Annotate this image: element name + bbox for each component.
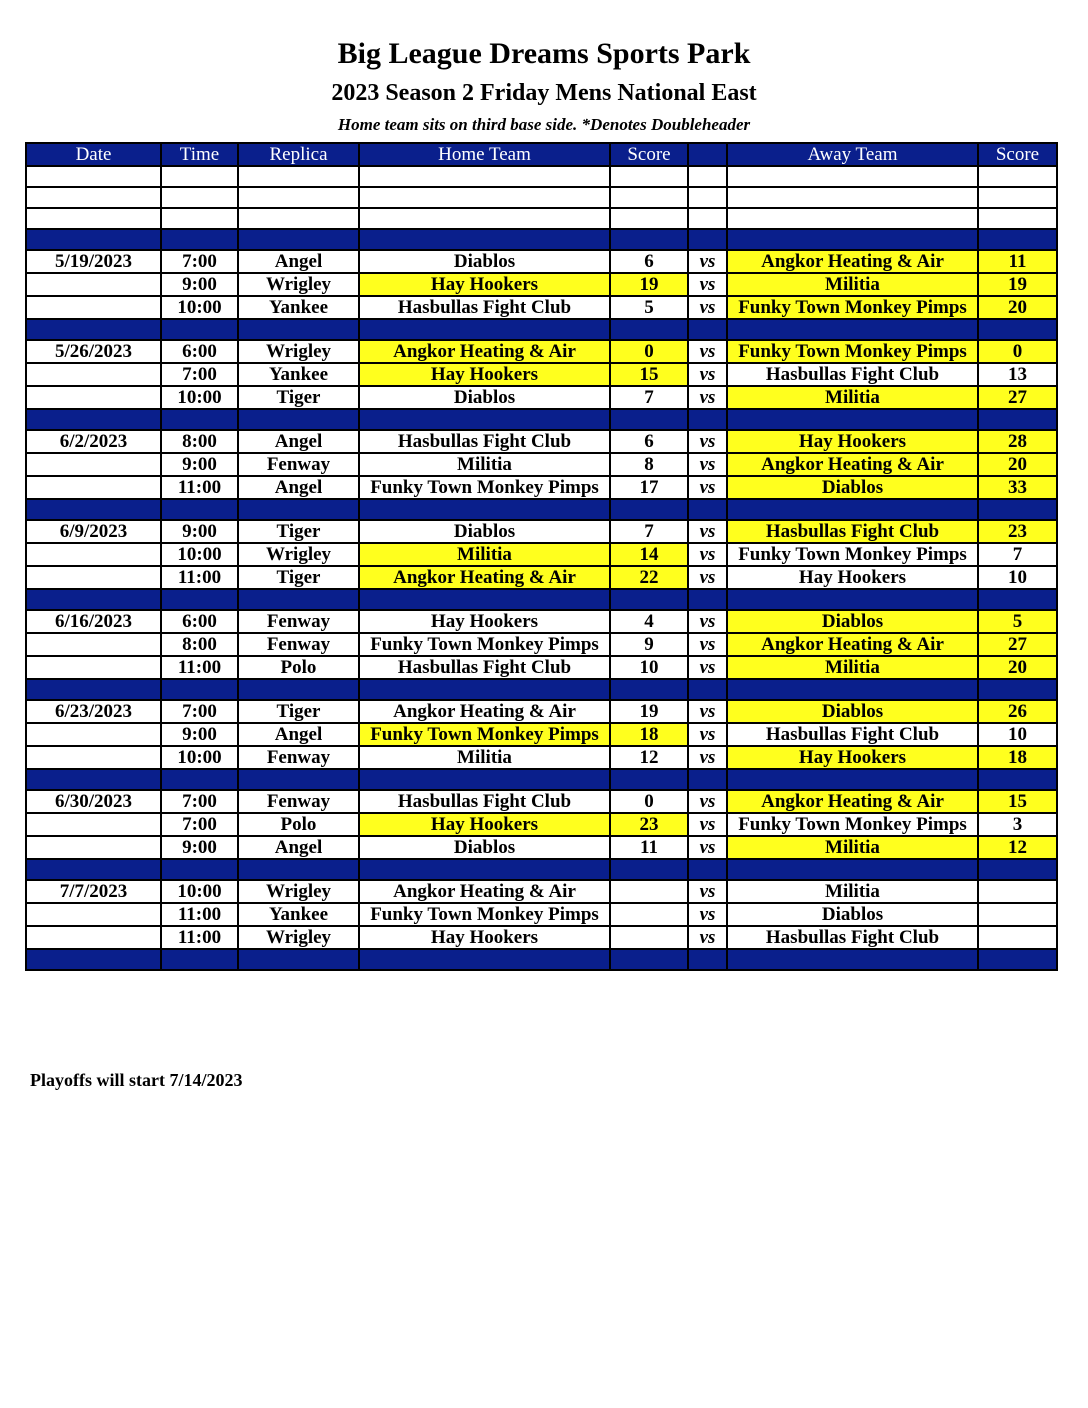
game-row [26, 386, 1057, 409]
game-date [26, 926, 161, 949]
game-field: Wrigley [238, 340, 359, 363]
away-score: 10 [978, 723, 1057, 746]
home-team: Angkor Heating & Air [359, 880, 610, 903]
home-score: 18 [610, 723, 688, 746]
home-score [610, 926, 688, 949]
vs-label: vs [688, 566, 727, 589]
home-team: Diablos [359, 520, 610, 543]
game-date [26, 633, 161, 656]
game-field: Angel [238, 250, 359, 273]
vs-label: vs [688, 903, 727, 926]
game-row [26, 566, 1057, 589]
game-date: 6/30/2023 [26, 790, 161, 813]
vs-label: vs [688, 296, 727, 319]
game-time: 7:00 [161, 700, 238, 723]
away-team: Funky Town Monkey Pimps [727, 543, 978, 566]
home-score: 7 [610, 386, 688, 409]
header-row [26, 143, 1057, 166]
home-team: Hay Hookers [359, 273, 610, 296]
home-team: Diablos [359, 386, 610, 409]
home-score: 0 [610, 790, 688, 813]
game-row [26, 610, 1057, 633]
game-row [26, 430, 1057, 453]
game-date [26, 386, 161, 409]
game-field: Wrigley [238, 273, 359, 296]
game-field: Wrigley [238, 543, 359, 566]
away-score: 12 [978, 836, 1057, 859]
game-date [26, 273, 161, 296]
home-team: Angkor Heating & Air [359, 700, 610, 723]
game-date [26, 813, 161, 836]
game-time: 8:00 [161, 633, 238, 656]
vs-label: vs [688, 790, 727, 813]
home-score: 15 [610, 363, 688, 386]
home-team: Angkor Heating & Air [359, 340, 610, 363]
vs-label: vs [688, 926, 727, 949]
game-time: 11:00 [161, 476, 238, 499]
home-score: 23 [610, 813, 688, 836]
game-field: Wrigley [238, 926, 359, 949]
game-row [26, 273, 1057, 296]
game-time: 11:00 [161, 903, 238, 926]
home-score: 14 [610, 543, 688, 566]
home-team: Funky Town Monkey Pimps [359, 476, 610, 499]
separator-row [26, 589, 1057, 610]
game-field: Yankee [238, 903, 359, 926]
vs-label: vs [688, 656, 727, 679]
schedule-table [25, 142, 1058, 971]
game-row [26, 656, 1057, 679]
vs-label: vs [688, 543, 727, 566]
col-header-time: Time [161, 143, 238, 166]
col-header-vs [688, 143, 727, 166]
home-team: Hay Hookers [359, 813, 610, 836]
game-time: 10:00 [161, 746, 238, 769]
game-date [26, 566, 161, 589]
home-team: Hasbullas Fight Club [359, 430, 610, 453]
home-score: 6 [610, 250, 688, 273]
game-time: 10:00 [161, 296, 238, 319]
away-score: 26 [978, 700, 1057, 723]
game-time: 8:00 [161, 430, 238, 453]
away-team: Militia [727, 386, 978, 409]
away-score [978, 903, 1057, 926]
page-subtitle: 2023 Season 2 Friday Mens National East [331, 80, 757, 106]
game-date [26, 746, 161, 769]
away-score: 20 [978, 656, 1057, 679]
away-team: Hasbullas Fight Club [727, 723, 978, 746]
game-row [26, 813, 1057, 836]
away-team: Hasbullas Fight Club [727, 520, 978, 543]
game-field: Tiger [238, 386, 359, 409]
home-score: 17 [610, 476, 688, 499]
schedule-body [26, 166, 1057, 970]
game-row [26, 296, 1057, 319]
away-team: Hasbullas Fight Club [727, 363, 978, 386]
game-field: Fenway [238, 633, 359, 656]
game-date [26, 476, 161, 499]
home-team: Hay Hookers [359, 610, 610, 633]
away-team: Angkor Heating & Air [727, 453, 978, 476]
game-row [26, 700, 1057, 723]
away-score: 20 [978, 453, 1057, 476]
away-team: Funky Town Monkey Pimps [727, 340, 978, 363]
away-score: 5 [978, 610, 1057, 633]
home-score: 8 [610, 453, 688, 476]
game-date [26, 836, 161, 859]
game-row [26, 926, 1057, 949]
game-row [26, 903, 1057, 926]
away-team: Hasbullas Fight Club [727, 926, 978, 949]
col-header-date: Date [26, 143, 161, 166]
game-row [26, 520, 1057, 543]
game-date: 5/26/2023 [26, 340, 161, 363]
home-score [610, 903, 688, 926]
home-score: 19 [610, 273, 688, 296]
vs-label: vs [688, 700, 727, 723]
game-row [26, 340, 1057, 363]
game-time: 7:00 [161, 813, 238, 836]
blank-row [26, 166, 1057, 187]
away-team: Militia [727, 880, 978, 903]
vs-label: vs [688, 273, 727, 296]
blank-row [26, 187, 1057, 208]
away-team: Angkor Heating & Air [727, 633, 978, 656]
away-score: 27 [978, 386, 1057, 409]
away-score: 3 [978, 813, 1057, 836]
game-field: Angel [238, 430, 359, 453]
home-team: Hasbullas Fight Club [359, 656, 610, 679]
game-date: 6/16/2023 [26, 610, 161, 633]
vs-label: vs [688, 813, 727, 836]
game-time: 10:00 [161, 880, 238, 903]
away-score: 28 [978, 430, 1057, 453]
game-row [26, 363, 1057, 386]
home-score: 10 [610, 656, 688, 679]
game-row [26, 453, 1057, 476]
game-row [26, 723, 1057, 746]
game-date [26, 543, 161, 566]
away-team: Angkor Heating & Air [727, 250, 978, 273]
game-field: Angel [238, 836, 359, 859]
away-score: 33 [978, 476, 1057, 499]
blank-row [26, 208, 1057, 229]
game-row [26, 746, 1057, 769]
playoffs-note: Playoffs will start 7/14/2023 [30, 1070, 243, 1090]
vs-label: vs [688, 836, 727, 859]
game-time: 9:00 [161, 273, 238, 296]
home-score: 19 [610, 700, 688, 723]
vs-label: vs [688, 386, 727, 409]
game-field: Fenway [238, 746, 359, 769]
home-score: 4 [610, 610, 688, 633]
separator-row [26, 949, 1057, 970]
vs-label: vs [688, 340, 727, 363]
away-score: 20 [978, 296, 1057, 319]
vs-label: vs [688, 520, 727, 543]
game-row [26, 250, 1057, 273]
vs-label: vs [688, 746, 727, 769]
col-header-home-score: Score [610, 143, 688, 166]
game-field: Polo [238, 656, 359, 679]
vs-label: vs [688, 363, 727, 386]
game-time: 9:00 [161, 836, 238, 859]
home-score: 6 [610, 430, 688, 453]
vs-label: vs [688, 610, 727, 633]
game-field: Angel [238, 723, 359, 746]
away-team: Hay Hookers [727, 566, 978, 589]
col-header-away-team: Away Team [727, 143, 978, 166]
game-time: 9:00 [161, 723, 238, 746]
away-team: Funky Town Monkey Pimps [727, 296, 978, 319]
game-time: 9:00 [161, 520, 238, 543]
game-date [26, 363, 161, 386]
away-team: Diablos [727, 610, 978, 633]
col-header-replica: Replica [238, 143, 359, 166]
game-time: 11:00 [161, 656, 238, 679]
game-field: Wrigley [238, 880, 359, 903]
game-time: 11:00 [161, 566, 238, 589]
game-time: 11:00 [161, 926, 238, 949]
home-score: 0 [610, 340, 688, 363]
home-team: Diablos [359, 836, 610, 859]
game-time: 6:00 [161, 610, 238, 633]
separator-row [26, 859, 1057, 880]
game-date [26, 656, 161, 679]
game-row [26, 836, 1057, 859]
game-row [26, 880, 1057, 903]
separator-row [26, 679, 1057, 700]
vs-label: vs [688, 430, 727, 453]
away-score: 23 [978, 520, 1057, 543]
vs-label: vs [688, 880, 727, 903]
home-score: 22 [610, 566, 688, 589]
game-field: Fenway [238, 790, 359, 813]
home-team: Militia [359, 453, 610, 476]
away-score: 11 [978, 250, 1057, 273]
away-score: 18 [978, 746, 1057, 769]
game-field: Fenway [238, 453, 359, 476]
home-team: Funky Town Monkey Pimps [359, 633, 610, 656]
game-field: Tiger [238, 566, 359, 589]
separator-row [26, 499, 1057, 520]
away-team: Funky Town Monkey Pimps [727, 813, 978, 836]
game-time: 10:00 [161, 386, 238, 409]
col-header-home-team: Home Team [359, 143, 610, 166]
separator-row [26, 229, 1057, 250]
game-date [26, 903, 161, 926]
away-score [978, 880, 1057, 903]
game-time: 9:00 [161, 453, 238, 476]
away-team: Angkor Heating & Air [727, 790, 978, 813]
col-header-away-score: Score [978, 143, 1057, 166]
home-score: 12 [610, 746, 688, 769]
away-score: 27 [978, 633, 1057, 656]
game-field: Yankee [238, 363, 359, 386]
away-score: 0 [978, 340, 1057, 363]
game-row [26, 633, 1057, 656]
home-team: Militia [359, 543, 610, 566]
home-team: Angkor Heating & Air [359, 566, 610, 589]
game-date [26, 453, 161, 476]
game-time: 6:00 [161, 340, 238, 363]
home-score: 7 [610, 520, 688, 543]
away-score [978, 926, 1057, 949]
game-date: 6/9/2023 [26, 520, 161, 543]
away-score: 10 [978, 566, 1057, 589]
away-team: Diablos [727, 700, 978, 723]
away-team: Militia [727, 836, 978, 859]
home-team: Militia [359, 746, 610, 769]
vs-label: vs [688, 250, 727, 273]
separator-row [26, 409, 1057, 430]
game-field: Fenway [238, 610, 359, 633]
game-field: Yankee [238, 296, 359, 319]
home-score [610, 880, 688, 903]
page-title: Big League Dreams Sports Park [337, 37, 751, 70]
game-date: 7/7/2023 [26, 880, 161, 903]
away-team: Diablos [727, 476, 978, 499]
game-field: Angel [238, 476, 359, 499]
game-date [26, 723, 161, 746]
home-score: 11 [610, 836, 688, 859]
game-time: 7:00 [161, 790, 238, 813]
game-date: 6/2/2023 [26, 430, 161, 453]
vs-label: vs [688, 453, 727, 476]
away-team: Militia [727, 273, 978, 296]
away-team: Militia [727, 656, 978, 679]
home-score: 5 [610, 296, 688, 319]
game-time: 7:00 [161, 363, 238, 386]
game-field: Tiger [238, 700, 359, 723]
away-score: 7 [978, 543, 1057, 566]
vs-label: vs [688, 723, 727, 746]
home-score: 9 [610, 633, 688, 656]
vs-label: vs [688, 633, 727, 656]
game-row [26, 790, 1057, 813]
separator-row [26, 319, 1057, 340]
vs-label: vs [688, 476, 727, 499]
game-row [26, 476, 1057, 499]
separator-row [26, 769, 1057, 790]
schedule-note: Home team sits on third base side. *Denotes Doubleheader [337, 115, 751, 134]
game-field: Polo [238, 813, 359, 836]
game-time: 10:00 [161, 543, 238, 566]
game-date [26, 296, 161, 319]
home-team: Hay Hookers [359, 363, 610, 386]
game-row [26, 543, 1057, 566]
home-team: Funky Town Monkey Pimps [359, 723, 610, 746]
game-date: 6/23/2023 [26, 700, 161, 723]
away-team: Hay Hookers [727, 746, 978, 769]
game-date: 5/19/2023 [26, 250, 161, 273]
home-team: Hay Hookers [359, 926, 610, 949]
game-time: 7:00 [161, 250, 238, 273]
away-team: Hay Hookers [727, 430, 978, 453]
away-score: 15 [978, 790, 1057, 813]
away-score: 13 [978, 363, 1057, 386]
away-score: 19 [978, 273, 1057, 296]
game-field: Tiger [238, 520, 359, 543]
away-team: Diablos [727, 903, 978, 926]
home-team: Hasbullas Fight Club [359, 790, 610, 813]
home-team: Funky Town Monkey Pimps [359, 903, 610, 926]
home-team: Hasbullas Fight Club [359, 296, 610, 319]
home-team: Diablos [359, 250, 610, 273]
